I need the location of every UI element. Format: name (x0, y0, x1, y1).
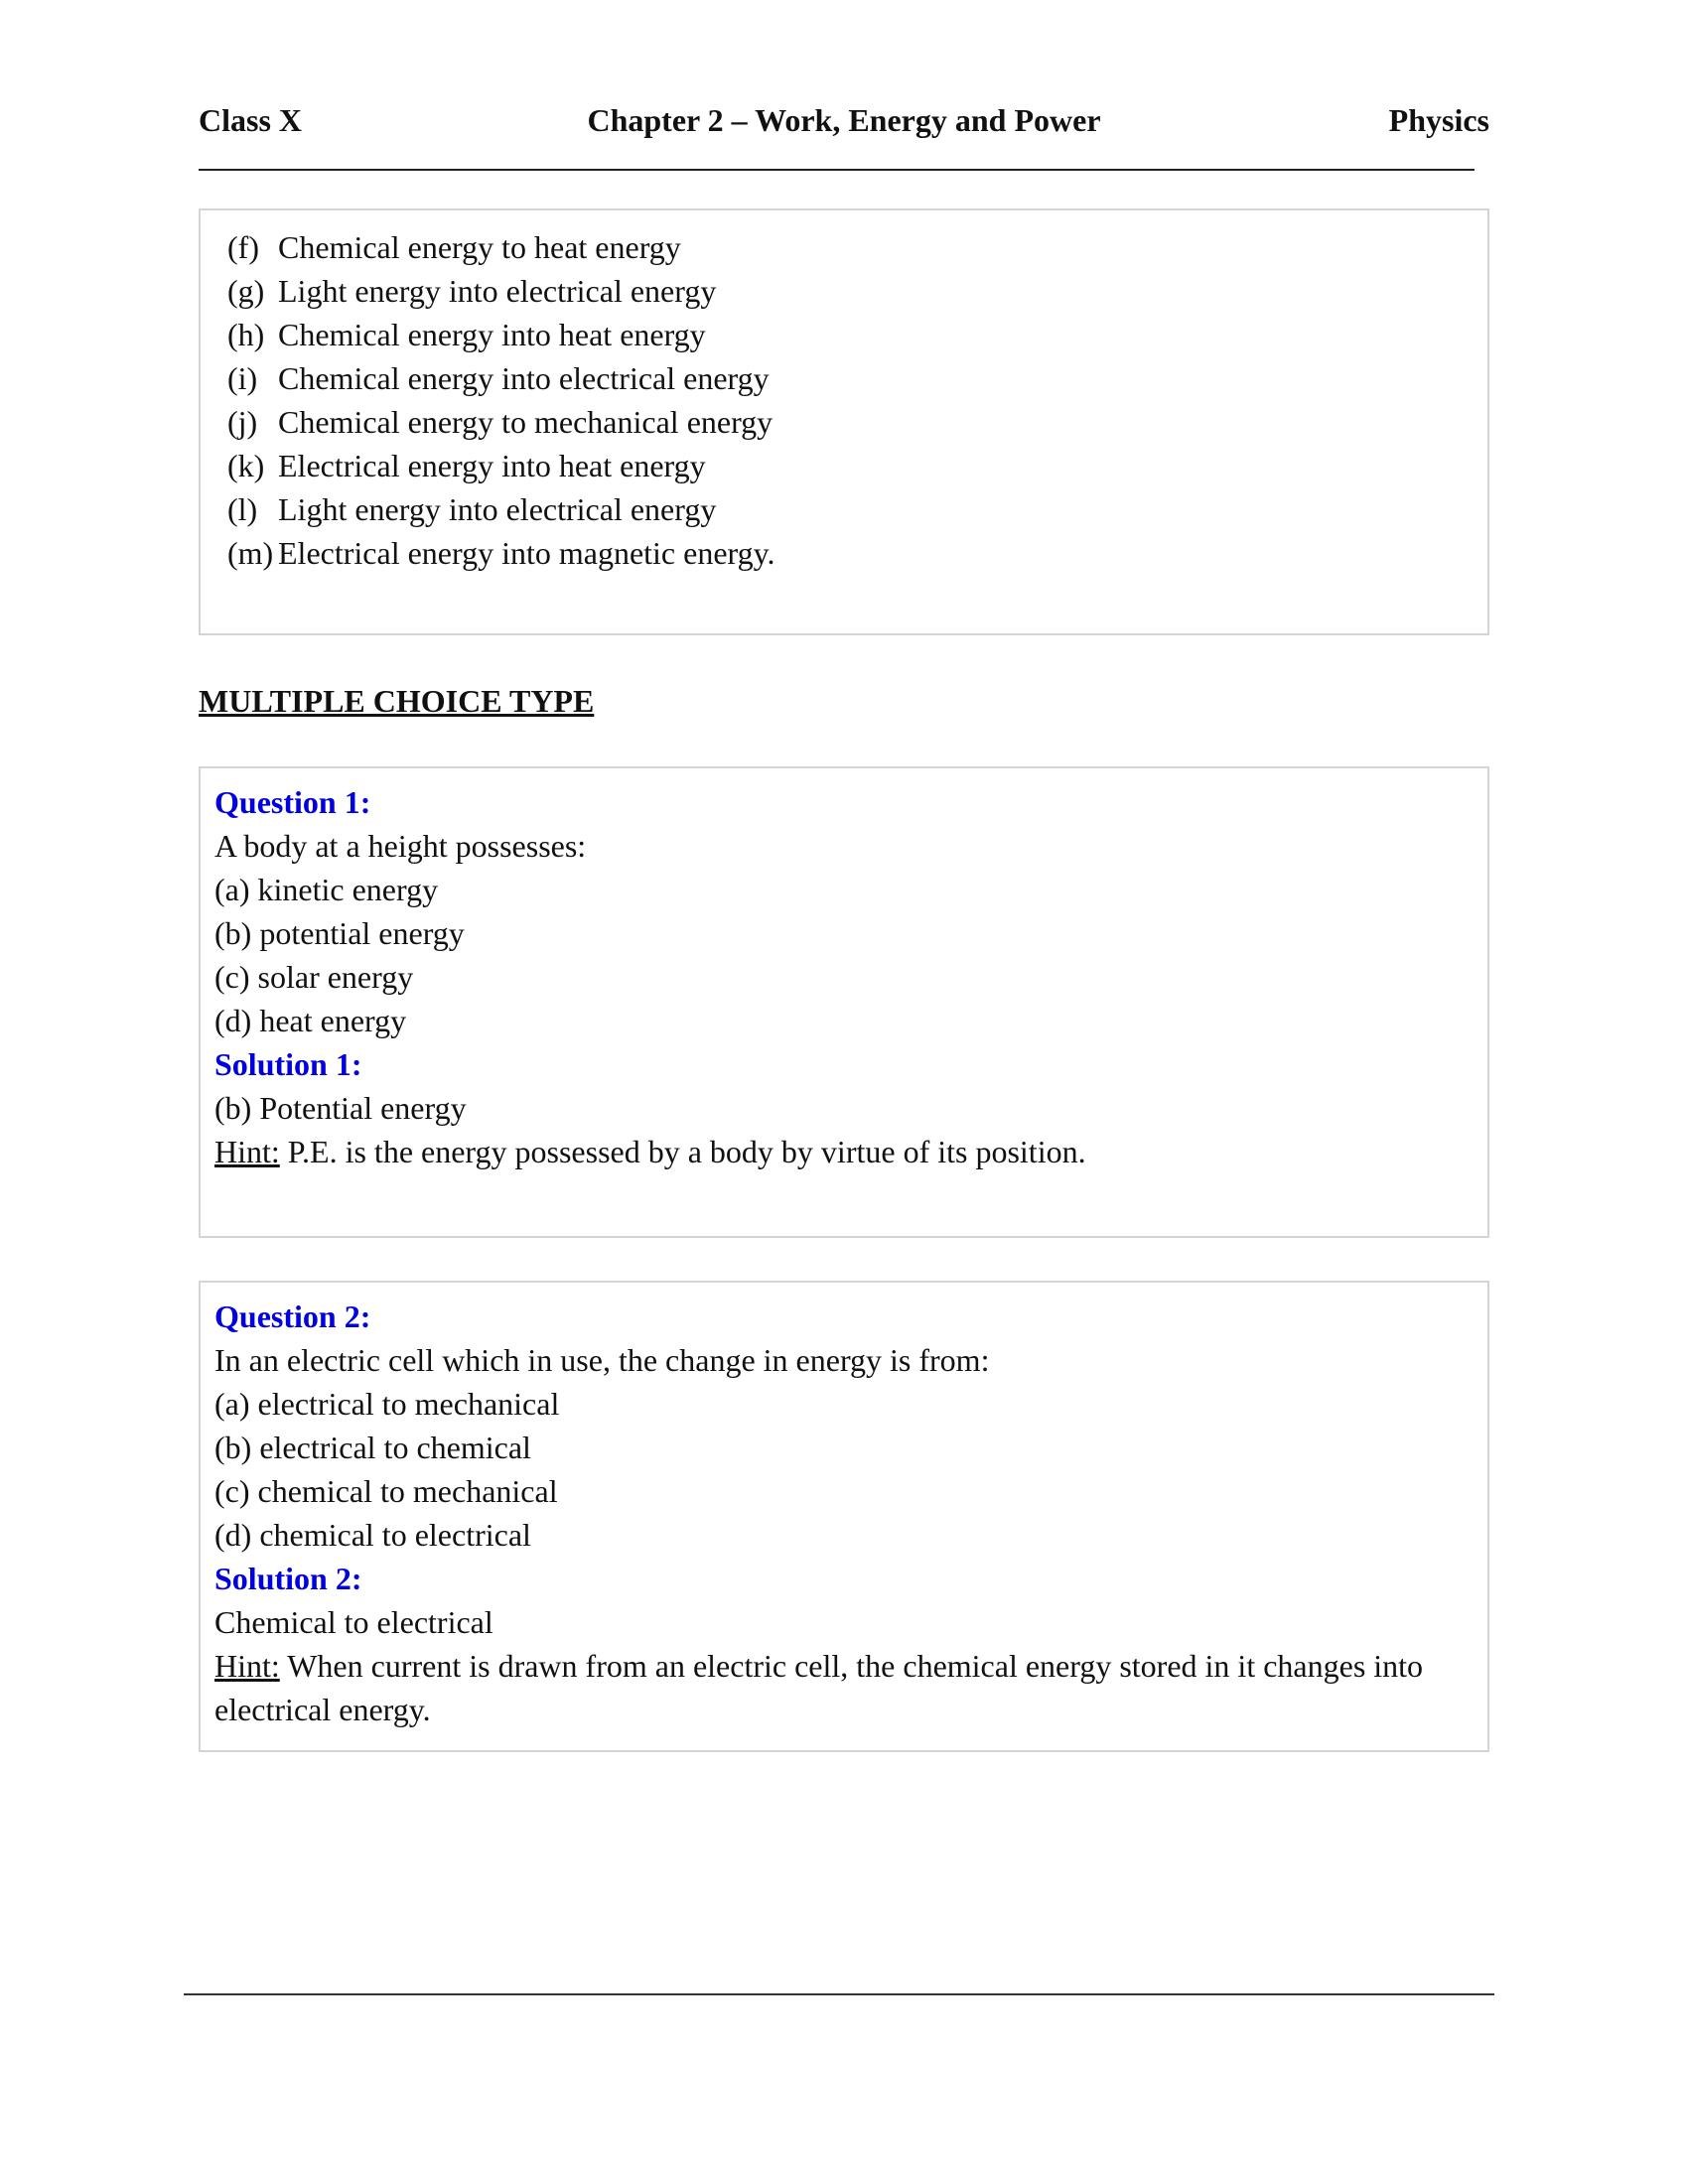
list-item (227, 356, 1487, 400)
item-letter: (i) (227, 360, 258, 396)
solution-label: Solution 2: (214, 1561, 362, 1596)
solution-answer: (b) Potential energy (214, 1090, 467, 1126)
list-item (227, 313, 1487, 356)
item-letter: (f) (227, 229, 259, 265)
hint (214, 1130, 1474, 1173)
class-label: Class X (199, 102, 303, 138)
section-heading: MULTIPLE CHOICE TYPE (199, 683, 595, 719)
solution-label: Solution 1: (214, 1046, 362, 1082)
item-text: Electrical energy into heat energy (278, 448, 706, 483)
hint-text: P.E. is the energy possessed by a body by virtue of its position. (279, 1134, 1086, 1169)
option-a: (a) electrical to mechanical (214, 1386, 560, 1422)
question-label: Question 1: (214, 784, 371, 820)
subject-label: Physics (1388, 102, 1489, 138)
item-letter: (g) (227, 273, 265, 309)
question-card-1 (199, 766, 1489, 1238)
hint-label: Hint: (214, 1648, 280, 1684)
chapter-title: Chapter 2 – Work, Energy and Power (587, 102, 1101, 138)
conversions-box (199, 208, 1489, 635)
item-text: Chemical energy into heat energy (278, 317, 706, 352)
option-c: (c) solar energy (214, 959, 414, 995)
question-text: A body at a height possesses: (214, 828, 587, 864)
list-item (227, 444, 1487, 487)
item-letter: (m) (227, 535, 274, 571)
solution-answer: Chemical to electrical (214, 1604, 493, 1640)
item-text: Light energy into electrical energy (278, 491, 717, 527)
option-d: (d) chemical to electrical (214, 1517, 531, 1553)
footer-divider (184, 1993, 1494, 1995)
item-text: Electrical energy into magnetic energy. (278, 535, 775, 571)
hint-text: When current is drawn from an electric cell, the chemical energy stored in it changes into electrical energy. (214, 1648, 1424, 1727)
item-text: Chemical energy to mechanical energy (278, 404, 774, 440)
list-item (227, 269, 1487, 313)
item-text: Light energy into electrical energy (278, 273, 717, 309)
hint-label: Hint: (214, 1134, 280, 1169)
item-letter: (h) (227, 317, 265, 352)
question-label: Question 2: (214, 1298, 371, 1334)
option-d: (d) heat energy (214, 1003, 407, 1038)
hint (214, 1644, 1474, 1731)
item-letter: (l) (227, 491, 258, 527)
page-header (199, 97, 1489, 143)
option-c: (c) chemical to mechanical (214, 1473, 558, 1509)
option-a: (a) kinetic energy (214, 872, 439, 907)
header-divider (199, 169, 1475, 171)
list-item (227, 400, 1487, 444)
question-card-2 (199, 1281, 1489, 1752)
list-item (227, 531, 1487, 575)
item-letter: (j) (227, 404, 258, 440)
option-b: (b) potential energy (214, 915, 465, 951)
item-text: Chemical energy to heat energy (278, 229, 681, 265)
question-text: In an electric cell which in use, the change in energy is from: (214, 1342, 990, 1378)
item-text: Chemical energy into electrical energy (278, 360, 770, 396)
item-letter: (k) (227, 448, 265, 483)
list-item (227, 487, 1487, 531)
list-item (227, 225, 1487, 269)
option-b: (b) electrical to chemical (214, 1430, 531, 1465)
